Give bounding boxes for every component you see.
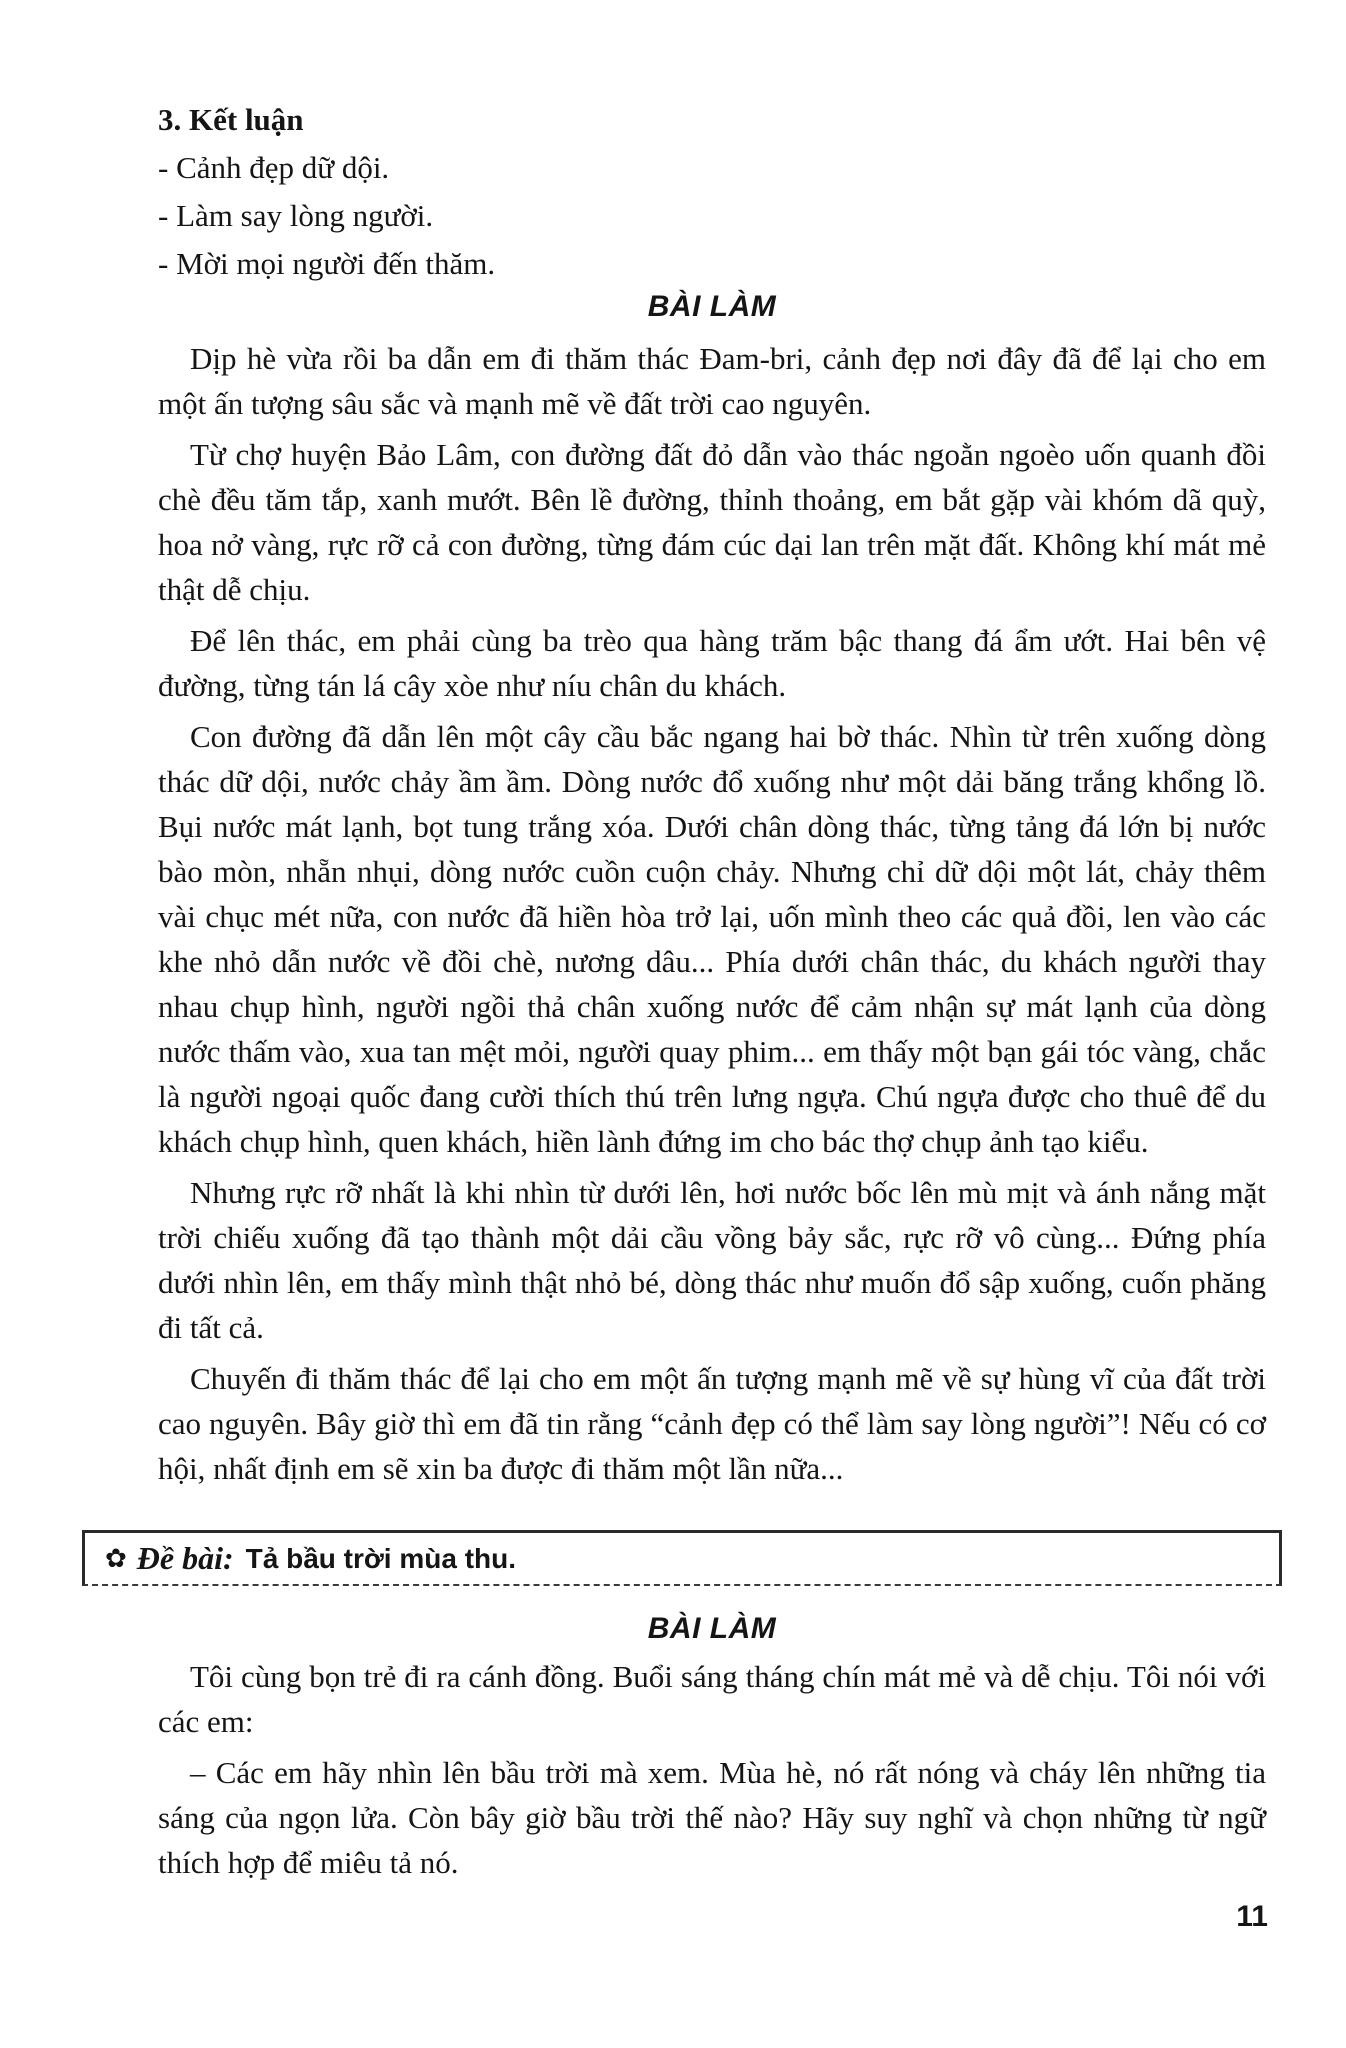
essay-paragraph: Để lên thác, em phải cùng ba trèo qua hàng trăm bậc thang đá ẩm ướt. Hai bên vệ đường, từng tán lá cây xòe như níu chân du khách. bbox=[158, 623, 1266, 703]
outline-item: - Cảnh đẹp dữ dội. bbox=[158, 150, 390, 185]
outline-item: - Mời mọi người đến thăm. bbox=[158, 246, 496, 281]
flower-icon: ✿ bbox=[105, 1543, 127, 1574]
outline-item: - Làm say lòng người. bbox=[158, 198, 434, 233]
topic-text: Tả bầu trời mùa thu. bbox=[245, 1542, 517, 1574]
essay-paragraph: Con đường đã dẫn lên một cây cầu bắc ngang hai bờ thác. Nhìn từ trên xuống dòng thác dữ dội, nước chảy ầm ầm. Dòng nước đổ xuống như một dải băng trắng khổng lồ. Bụi nước mát lạnh, bọt tung trắng xóa. Dưới chân dòng thác, từng tảng đá lớn bị nước bào mòn, nhẵn nhụi, dòng nước cuồn cuộn chảy. Nhưng chỉ dữ dội một lát, chảy thêm vài chục mét nữa, con nước đã hiền hòa trở lại, uốn mình theo các quả đồi, len vào các khe nhỏ dẫn nước về đồi chè, nương dâu... Phía dưới chân thác, du khách người thay nhau chụp hình, người ngồi thả chân xuống nước để cảm nhận sự mát lạnh của dòng nước thấm vào, xua tan mệt mỏi, người quay phim... em thấy một bạn gái tóc vàng, chắc là người ngoại quốc đang cười thích thú trên lưng ngựa. Chú ngựa được cho thuê để du khách chụp hình, quen khách, hiền lành đứng im cho bác thợ chụp ảnh tạo kiểu. bbox=[158, 719, 1266, 1159]
outline-title: 3. Kết luận bbox=[158, 102, 304, 137]
essay-1 bbox=[158, 290, 1266, 1497]
essay-paragraph: – Các em hãy nhìn lên bầu trời mà xem. Mùa hè, nó rất nóng và cháy lên những tia sáng của ngọn lửa. Còn bây giờ bầu trời thế nào? Hãy suy nghĩ và chọn những từ ngữ thích hợp để miêu tả nó. bbox=[158, 1755, 1266, 1880]
topic-box bbox=[82, 1530, 1282, 1586]
essay-heading: BÀI LÀM bbox=[647, 290, 777, 323]
essay-paragraph: Dịp hè vừa rồi ba dẫn em đi thăm thác Đam-bri, cảnh đẹp nơi đây đã để lại cho em một ấn tượng sâu sắc và mạnh mẽ về đất trời cao nguyên. bbox=[158, 341, 1266, 421]
page-number: 11 bbox=[1236, 1900, 1268, 1933]
essay-paragraph: Nhưng rực rỡ nhất là khi nhìn từ dưới lên, hơi nước bốc lên mù mịt và ánh nắng mặt trời chiếu xuống đã tạo thành một dải cầu vồng bảy sắc, rực rỡ vô cùng... Đứng phía dưới nhìn lên, em thấy mình thật nhỏ bé, dòng thác như muốn đổ sập xuống, cuốn phăng đi tất cả. bbox=[158, 1175, 1266, 1345]
essay-paragraph: Tôi cùng bọn trẻ đi ra cánh đồng. Buổi sáng tháng chín mát mẻ và dễ chịu. Tôi nói với các em: bbox=[158, 1659, 1266, 1739]
essay-paragraph: Từ chợ huyện Bảo Lâm, con đường đất đỏ dẫn vào thác ngoằn ngoèo uốn quanh đồi chè đều tăm tắp, xanh mướt. Bên lề đường, thỉnh thoảng, em bắt gặp vài khóm dã quỳ, hoa nở vàng, rực rỡ cả con đường, từng đám cúc dại lan trên mặt đất. Không khí mát mẻ thật dễ chịu. bbox=[158, 437, 1266, 607]
essay-2 bbox=[158, 1612, 1266, 1891]
essay-paragraph: Chuyến đi thăm thác để lại cho em một ấn tượng mạnh mẽ về sự hùng vĩ của đất trời cao nguyên. Bây giờ thì em đã tin rằng “cảnh đẹp có thể làm say lòng người”! Nếu có cơ hội, nhất định em sẽ xin ba được đi thăm một lần nữa... bbox=[158, 1361, 1266, 1486]
topic-label: Đề bài: bbox=[136, 1540, 234, 1576]
essay-heading: BÀI LÀM bbox=[647, 1612, 777, 1645]
outline-section bbox=[158, 96, 1266, 288]
